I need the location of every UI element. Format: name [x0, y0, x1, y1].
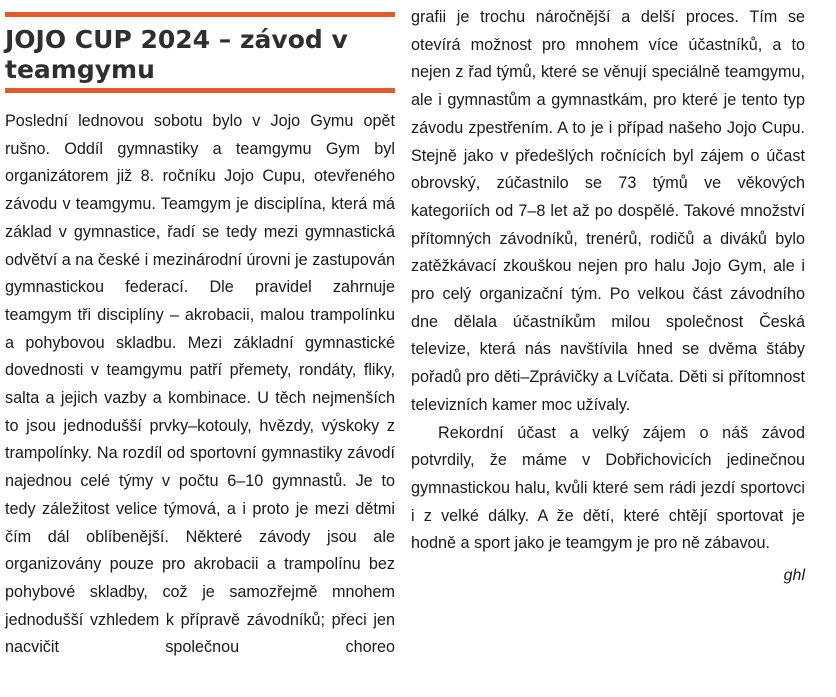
right-column	[411, 0, 805, 589]
article-paragraph-2: Rekordní účast a velký zájem o náš závod potvrdily, že máme v Dobřichovicích jedinečnou gymnastickou halu, kvůli které sem rádi jezdí sportovci i z velké dálky. A že dětí, které chtějí sportovat je hodně a sport jako je teamgym je pro ně zábavou.	[411, 423, 805, 553]
author-signature: ghl	[783, 567, 805, 585]
left-column-text	[5, 108, 395, 662]
article-title: JOJO CUP 2024 – závod v teamgymu	[5, 25, 348, 84]
title-bottom-rule	[5, 88, 395, 93]
title-top-rule	[5, 12, 395, 17]
right-column-text	[411, 0, 805, 558]
left-column	[5, 0, 395, 662]
article-paragraph-1-continued: grafii je trochu náročnější a delší proces. Tím se otevírá možnost pro mnohem více účastníků, a to nejen z řad týmů, které se věnují speciálně teamgymu, ale i gymnastům a gymnastkám, pro které je tento typ závodu zpestřením. A to je i případ našeho Jojo Cupu. Stejně jako v předešlých ročnících byl zájem o účast obrovský, zúčastnilo se 73 týmů ve věkových kategoriích od 7–8 let až po dospělé. Takové množství přítomných závodníků, trenérů, rodičů a diváků bylo zatěžkávací zkouškou nejen pro halu Jojo Gym, ale i pro celý organizační tým. Po velkou část závodního dne dělala účastníkům milou společnost Česká televize, která nás navštívila hned se dvěma štáby pořadů pro děti–Zprávičky a Lvíčata. Děti si přítomnost televizních kamer moc užívaly.	[411, 8, 805, 414]
article-paragraph-1: Poslední lednovou sobotu bylo v Jojo Gymu opět rušno. Oddíl gymnastiky a teamgymu Gym byl organizátorem již 8. ročníku Jojo Cupu, otevřeného závodu v teamgymu. Teamgym je disciplína, která má základ v gymnastice, řadí se tedy mezi gymnastická odvětví a na české i mezinárodní úrovni je zastupován gymnastickou federací. Dle pravidel zahrnuje teamgym tři disciplíny – akrobacii, malou trampolínku a pohybovou skladbu. Mezi základní gymnastické dovednosti v teamgymu patří přemety, rondáty, fliky, salta a jejich vazby a kombinace. U těch nejmenších to jsou jednodušší prvky–kotouly, hvězdy, výskoky z trampolínky. Na rozdíl od sportovní gymnastiky závodí najednou celé týmy v počtu 6–10 gymnastů. Je to tedy záležitost velice týmová, a i proto je mezi dětmi čím dál oblíbenější. Některé závody jsou ale organizovány pouze pro akrobacii a trampolínu bez pohybové skladby, což je samozřejmě mnohem jednodušší vzhledem k přípravě závodníků; přeci jen nacvičit společnou choreo	[5, 112, 395, 657]
